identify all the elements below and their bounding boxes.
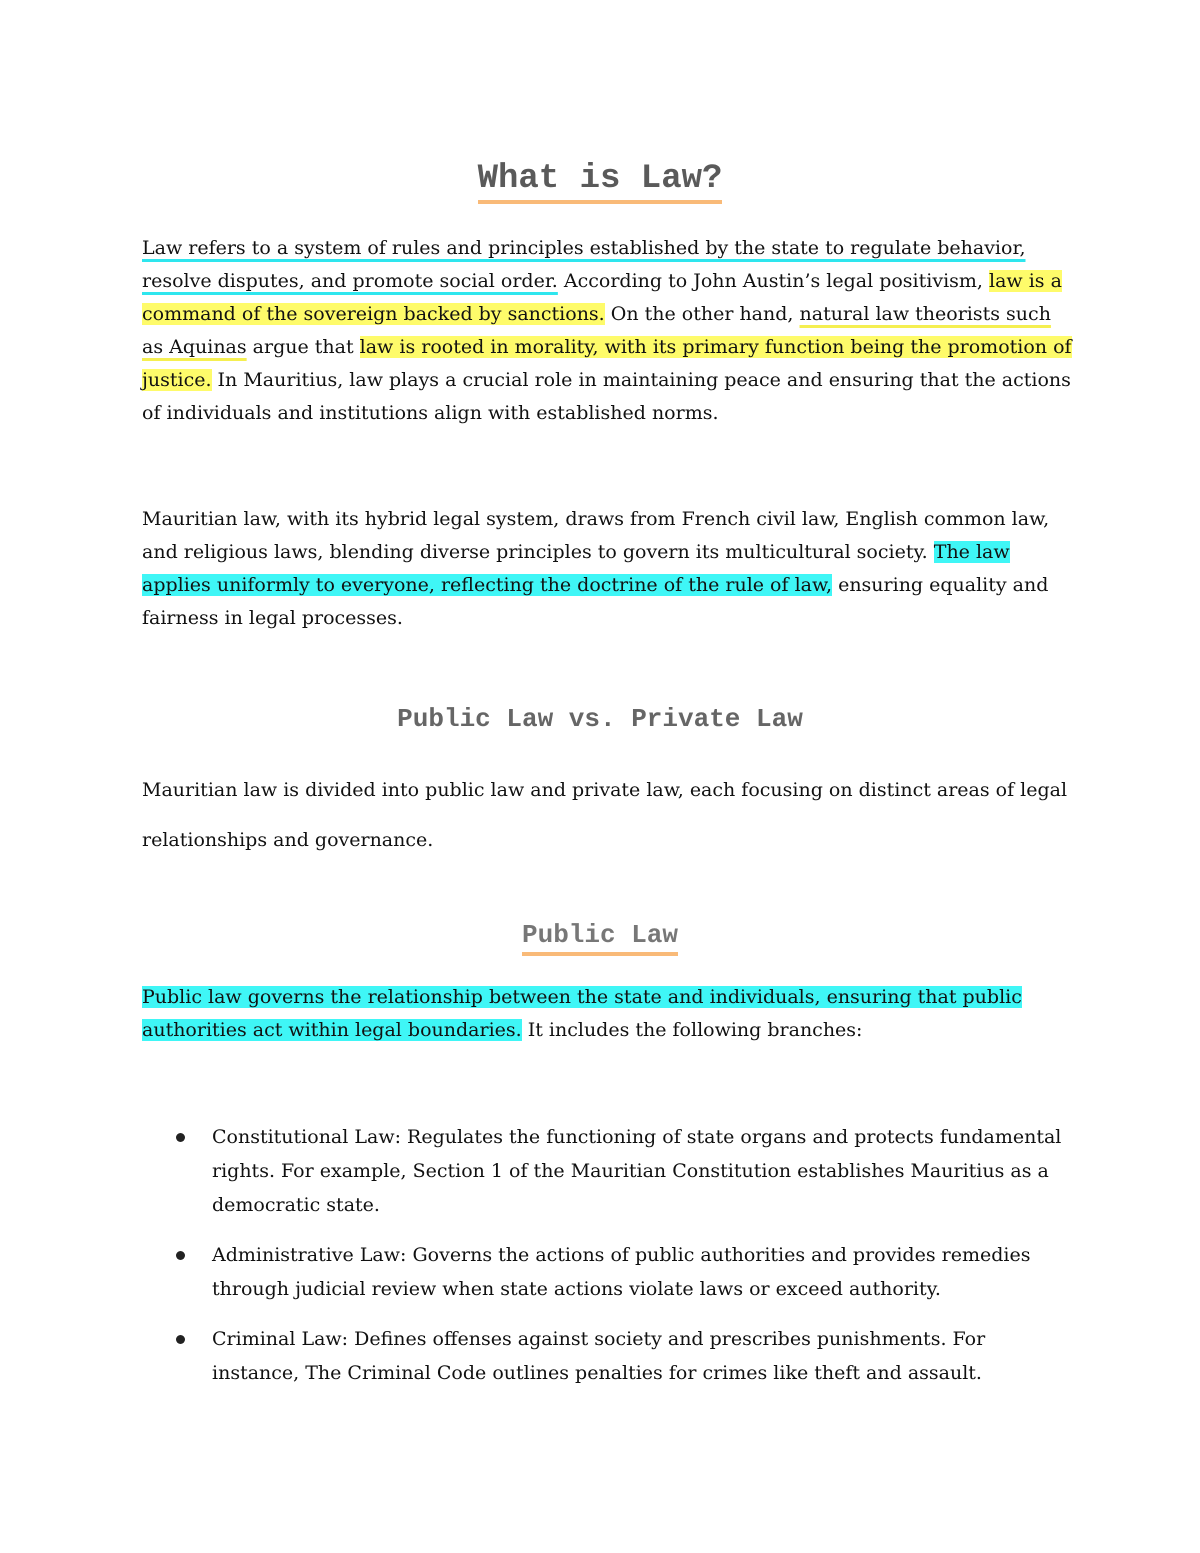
intro-paragraph [142,232,1072,430]
intro-text-argue: argue that [246,336,360,358]
public-law-paragraph [142,981,1072,1047]
administrative-law-item: Administrative Law: Governs the actions of public authorities and provides remedies through judicial review when state actions violate laws or exceed authority. [212,1244,1031,1300]
list-item [170,1238,1070,1306]
public-law-branches-list [170,1120,1070,1406]
list-item [170,1120,1070,1222]
definition-sentence: Law refers to a system of rules and principles established by the state to regulate behavior, resolve disputes, and promote social order. [142,237,1026,292]
intro-text-mauritius: In Mauritius, law plays a crucial role in maintaining peace and ensuring that the actions of individuals and institutions align with established norms. [142,369,1071,424]
public-law-heading-text: Public Law [522,920,678,956]
page-title [0,160,1200,204]
branches-intro-text: It includes the following branches: [521,1019,863,1041]
natural-law-theorists: natural law theorists such as Aquinas [142,303,1051,358]
criminal-law-item: Criminal Law: Defines offenses against society and prescribes punishments. For instance, The Criminal Code outlines penalties for crimes like theft and assault. [212,1328,986,1384]
public-vs-private-heading [0,704,1200,734]
mauritian-law-paragraph [142,503,1072,635]
bullet-icon [176,1133,185,1142]
intro-text-other-hand: On the other hand, [604,303,800,325]
page-title-text: What is Law? [478,160,723,204]
public-law-definition-highlight: Public law governs the relationship between the state and individuals, ensuring that public authorities act within legal boundaries. [142,986,1022,1041]
public-vs-private-heading-text: Public Law vs. Private Law [397,704,803,734]
austin-highlight: law is a command of the sovereign backed by sanctions. [142,270,1062,325]
equality-text: ensuring equality and fairness in legal processes. [142,574,1049,629]
rule-of-law-highlight: The law applies uniformly to everyone, reflecting the doctrine of the rule of law, [142,541,1010,596]
public-law-heading [0,920,1200,956]
hybrid-system-text: Mauritian law, with its hybrid legal system, draws from French civil law, English common law, and religious laws, blending diverse principles to govern its multicultural society. [142,508,1050,563]
bullet-icon [176,1335,185,1344]
intro-text-austin: According to John Austin’s legal positivism, [557,270,989,292]
public-private-paragraph: Mauritian law is divided into public law and private law, each focusing on distinct areas of legal relationships and governance. [142,779,1068,851]
list-item [170,1322,1070,1390]
morality-highlight: law is rooted in morality, with its primary function being the promotion of justice. [142,336,1072,391]
constitutional-law-item: Constitutional Law: Regulates the functioning of state organs and protects fundamental rights. For example, Section 1 of the Mauritian Constitution establishes Mauritius as a democratic state. [212,1126,1062,1216]
bullet-icon [176,1251,185,1260]
